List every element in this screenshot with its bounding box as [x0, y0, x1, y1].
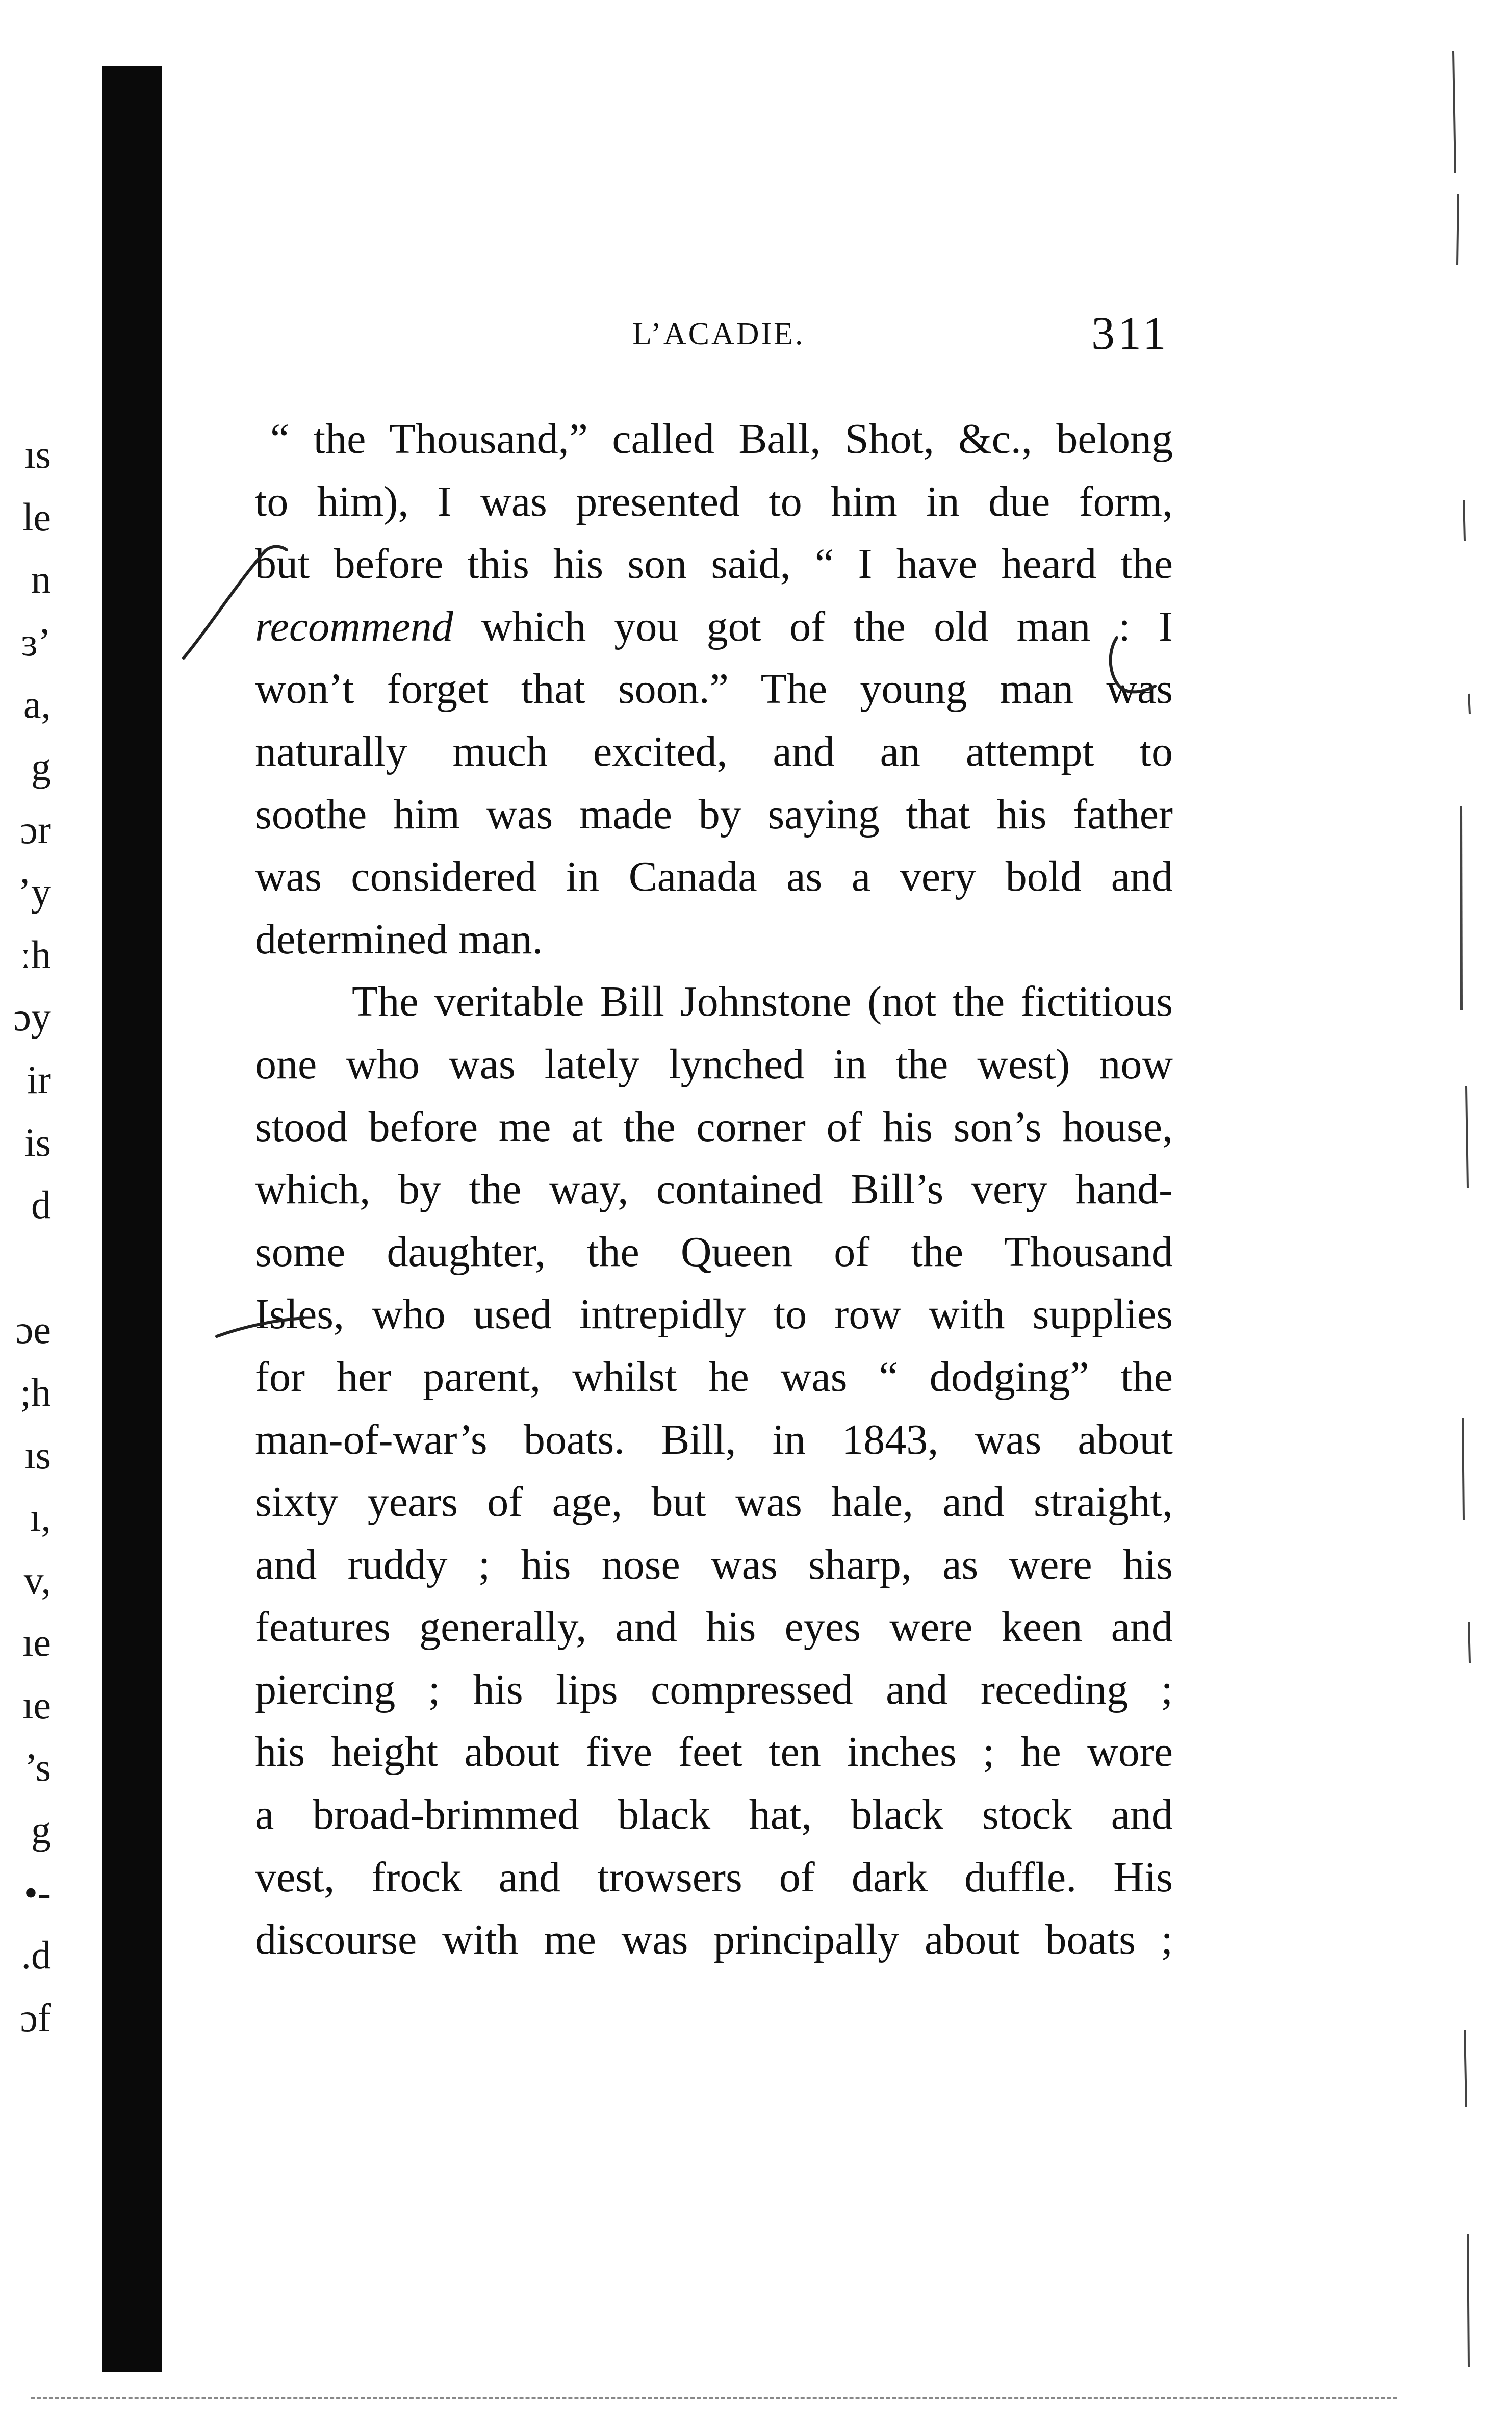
- previous-page-fragment: g: [31, 1808, 51, 1853]
- running-head: L’ACADIE.: [632, 317, 805, 351]
- previous-page-fragment: ɔe: [15, 1307, 51, 1352]
- previous-page-fragment: v,: [23, 1557, 51, 1602]
- text-line: but before this his son said, “ I have heard the: [255, 540, 1173, 588]
- text-line: The veritable Bill Johnstone (not the fictitious: [352, 978, 1173, 1026]
- text-line: was considered in Canada as a very bold and: [255, 853, 1173, 901]
- previous-page-fragment: d: [31, 1182, 51, 1227]
- text-line: soothe him was made by saying that his father: [255, 790, 1173, 838]
- text-line: naturally much excited, and an attempt to: [255, 727, 1173, 775]
- previous-page-fragment: ıs: [24, 1432, 51, 1477]
- previous-page-fragment: ıe: [22, 1620, 51, 1665]
- previous-page-fragment: ɔf: [20, 1995, 51, 2040]
- previous-page-edge-fragments: [0, 423, 51, 2049]
- previous-page-fragment: le: [22, 494, 51, 539]
- text-line-rest: which you got of the old man : I: [481, 602, 1173, 650]
- text-line: [255, 596, 1173, 659]
- previous-page-fragment: ;h: [20, 1370, 51, 1414]
- text-line: piercing ; his lips compressed and receding ;: [255, 1665, 1173, 1713]
- text-line: and ruddy ; his nose was sharp, as were his: [255, 1540, 1173, 1588]
- italic-word: recommend: [255, 602, 453, 650]
- text-line: which, by the way, contained Bill’s very hand-: [255, 1166, 1173, 1213]
- page-number: 311: [1091, 307, 1169, 359]
- text-line: a broad-brimmed black hat, black stock and: [255, 1791, 1173, 1839]
- text-line: Isles, who used intrepidly to row with supplies: [255, 1290, 1173, 1338]
- text-line: won’t forget that soon.” The young man was: [255, 665, 1173, 713]
- text-line: some daughter, the Queen of the Thousand: [255, 1228, 1173, 1276]
- text-line: determined man.: [255, 915, 543, 963]
- previous-page-fragment: [0, 1236, 51, 1299]
- body-text: [255, 408, 1173, 1971]
- bottom-edge-rule: [31, 2397, 1397, 2399]
- previous-page-fragment: is: [24, 1120, 51, 1164]
- previous-page-fragment: a,: [23, 682, 51, 727]
- previous-page-fragment: ɜ’: [21, 619, 51, 664]
- text-line: man-of-war’s boats. Bill, in 1843, was about: [255, 1415, 1173, 1463]
- text-line: to him), I was presented to him in due form,: [255, 477, 1173, 525]
- previous-page-fragment: ɔy: [13, 995, 51, 1040]
- text-line: “ the Thousand,” called Ball, Shot, &c., belong: [270, 415, 1173, 463]
- previous-page-fragment: g: [31, 744, 51, 789]
- previous-page-fragment: n: [31, 557, 51, 602]
- previous-page-fragment: ıe: [22, 1682, 51, 1727]
- previous-page-fragment: •-: [23, 1870, 51, 1915]
- previous-page-fragment: ir: [27, 1057, 51, 1102]
- page-edge-noise: [1438, 41, 1499, 2387]
- text-line: one who was lately lynched in the west) now: [255, 1040, 1173, 1088]
- previous-page-fragment: ıs: [24, 432, 51, 476]
- text-line: vest, frock and trowsers of dark duffle. His: [255, 1853, 1173, 1901]
- text-line: stood before me at the corner of his son’s house,: [255, 1103, 1173, 1151]
- previous-page-fragment: ı,: [30, 1495, 51, 1540]
- text-line: features generally, and his eyes were keen and: [255, 1603, 1173, 1651]
- previous-page-fragment: ɔr: [20, 807, 51, 852]
- previous-page-fragment: ːh: [20, 932, 51, 977]
- previous-page-fragment: .d: [21, 1933, 51, 1978]
- text-line: for her parent, whilst he was “ dodging” the: [255, 1353, 1173, 1401]
- text-line: discourse with me was principally about boats ;: [255, 1916, 1173, 1964]
- previous-page-fragment: ʼy: [18, 870, 51, 915]
- text-line: sixty years of age, but was hale, and straight,: [255, 1478, 1173, 1526]
- text-line: his height about five feet ten inches ; he wore: [255, 1728, 1173, 1776]
- previous-page-fragment: ’s: [24, 1745, 51, 1790]
- binding-gutter-shadow: [102, 66, 162, 2372]
